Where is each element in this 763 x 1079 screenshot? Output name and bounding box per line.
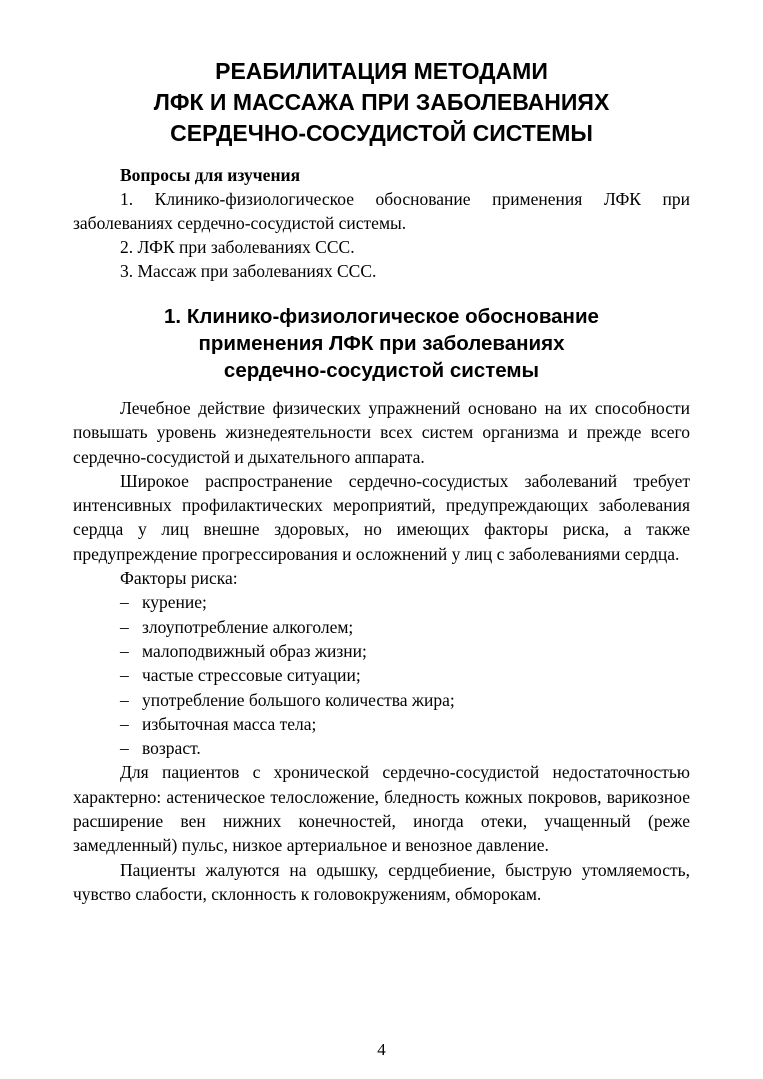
study-questions-heading: Вопросы для изучения <box>120 165 301 185</box>
list-dash: – <box>120 640 129 661</box>
section-title <box>73 303 690 384</box>
list-dash: – <box>120 738 129 759</box>
paragraph: Широкое распространение сердечно-сосудистых заболеваний требует интенсивных профилактических мероприятий, предупреждающих заболевания сердца у лиц внешне здоровых, но имеющих факторы риска, а также предупреждение прогрессирования и осложнений у лиц с заболеваниями сердца. <box>73 470 690 564</box>
section-title-line: применения ЛФК при заболеваниях <box>198 332 565 355</box>
paragraph: Лечебное действие физических упражнений основано на их способности повышать уровень жизнедеятельности всех систем организма и прежде всего сердечно-сосудистой и дыхательного аппарата. <box>73 398 690 467</box>
section-title-line: сердечно-сосудистой системы <box>223 359 540 382</box>
section-body <box>73 396 690 906</box>
list-item <box>73 712 690 736</box>
page-content <box>73 56 690 906</box>
list-dash: – <box>120 713 129 734</box>
section-title-line: 1. Клинико-физиологическое обоснование <box>164 305 599 328</box>
chapter-title <box>73 56 690 149</box>
paragraph: Для пациентов с хронической сердечно-сосудистой недостаточностью характерно: астеническое телосложение, бледность кожных покровов, варикозное расширение вен нижних конечностей, иногда отеки, учащенный (реже замедленный) пульс, низкое артериальное и венозное давление. <box>73 762 690 856</box>
list-item <box>73 639 690 663</box>
study-question-item: 3. Массаж при заболеваниях ССС. <box>120 261 377 281</box>
risk-factors-list <box>73 590 690 760</box>
list-dash: – <box>120 689 129 710</box>
study-question-item: 1. Клинико-физиологическое обоснование применения ЛФК при заболеваниях сердечно-сосудистой системы. <box>73 189 690 233</box>
list-item <box>73 615 690 639</box>
paragraph: Пациенты жалуются на одышку, сердцебиение, быструю утомляемость, чувство слабости, склонность к головокружениям, обморокам. <box>73 859 690 904</box>
list-item-text: малоподвижный образ жизни; <box>142 640 367 661</box>
list-dash: – <box>120 592 129 613</box>
list-item-text: частые стрессовые ситуации; <box>142 665 361 686</box>
page-number: 4 <box>377 1040 386 1059</box>
study-question-item: 2. ЛФК при заболеваниях ССС. <box>120 237 355 257</box>
list-item-text: избыточная масса тела; <box>142 713 317 734</box>
list-item <box>73 663 690 687</box>
risk-factors-heading: Факторы риска: <box>120 568 238 589</box>
list-item <box>73 590 690 614</box>
list-dash: – <box>120 665 129 686</box>
list-item <box>73 688 690 712</box>
study-questions <box>73 163 690 283</box>
chapter-title-line: ЛФК И МАССАЖА ПРИ ЗАБОЛЕВАНИЯХ <box>153 89 610 115</box>
list-dash: – <box>120 616 129 637</box>
chapter-title-line: СЕРДЕЧНО-СОСУДИСТОЙ СИСТЕМЫ <box>170 120 593 146</box>
list-item-text: употребление большого количества жира; <box>142 689 455 710</box>
list-item-text: курение; <box>142 592 207 613</box>
chapter-title-line: РЕАБИЛИТАЦИЯ МЕТОДАМИ <box>215 58 548 84</box>
list-item-text: возраст. <box>142 738 201 759</box>
list-item-text: злоупотребление алкоголем; <box>142 616 354 637</box>
list-item <box>73 736 690 760</box>
